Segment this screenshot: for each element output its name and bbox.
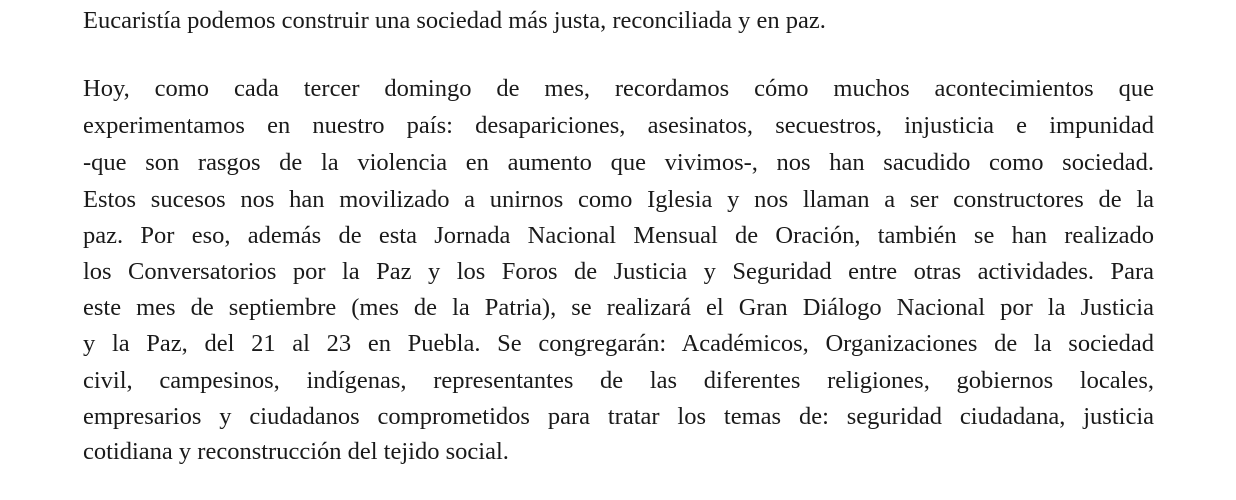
paragraph-2-line: y la Paz, del 21 al 23 en Puebla. Se congregarán: Académicos, Organizaciones de la sociedad: [83, 330, 1154, 357]
paragraph-2-line: Hoy, como cada tercer domingo de mes, recordamos cómo muchos acontecimientos que: [83, 75, 1154, 102]
paragraph-2-line: experimentamos en nuestro país: desapariciones, asesinatos, secuestros, injusticia e impunidad: [83, 112, 1154, 139]
paragraph-2-line: empresarios y ciudadanos comprometidos para tratar los temas de: seguridad ciudadana, justicia: [83, 403, 1154, 430]
paragraph-2-line: paz. Por eso, además de esta Jornada Nacional Mensual de Oración, también se han realizado: [83, 222, 1154, 249]
paragraph-2-line: este mes de septiembre (mes de la Patria), se realizará el Gran Diálogo Nacional por la Justicia: [83, 294, 1154, 321]
paragraph-2-line: cotidiana y reconstrucción del tejido social.: [83, 438, 509, 465]
paragraph-1-line: Eucaristía podemos construir una sociedad más justa, reconciliada y en paz.: [83, 7, 826, 34]
paragraph-2-line: Estos sucesos nos han movilizado a unirnos como Iglesia y nos llaman a ser constructores de la: [83, 186, 1154, 213]
paragraph-2-line: -que son rasgos de la violencia en aumento que vivimos-, nos han sacudido como sociedad.: [83, 149, 1154, 176]
paragraph-2-line: civil, campesinos, indígenas, representantes de las diferentes religiones, gobiernos locales,: [83, 367, 1154, 394]
paragraph-2-line: los Conversatorios por la Paz y los Foros de Justicia y Seguridad entre otras actividades. Para: [83, 258, 1154, 285]
